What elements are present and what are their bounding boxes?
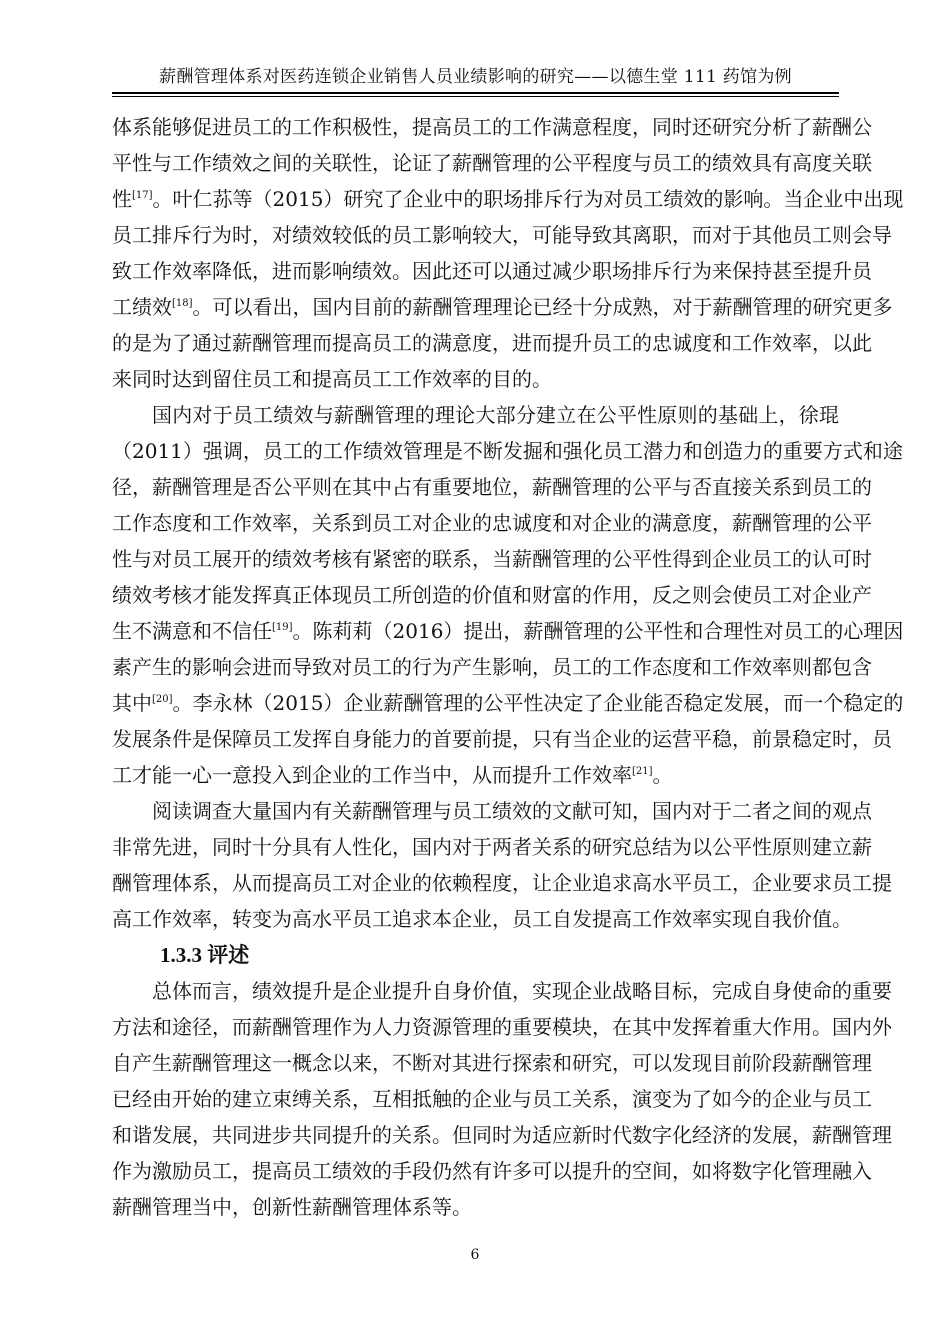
text-line [112,685,904,721]
text-line [112,973,892,1009]
text-run: 薪酬管理当中，创新性薪酬管理体系等。 [112,1195,472,1219]
text-run: 总体而言，绩效提升是企业提升自身价值，实现企业战略目标，完成自身使命的重要 [152,979,892,1003]
text-line [112,181,904,217]
text-line [112,1009,892,1045]
header-rule-thin [112,96,839,97]
text-run: 自产生薪酬管理这一概念以来，不断对其进行探索和研究，可以发现目前阶段薪酬管理 [112,1051,872,1075]
text-run: 方法和途径，而薪酬管理作为人力资源管理的重要模块，在其中发挥着重大作用。国内外 [112,1015,892,1039]
citation-reference: [17] [132,190,153,201]
text-run: 致工作效率降低，进而影响绩效。因此还可以通过减少职场排斥行为来保持甚至提升员 [112,259,872,283]
text-line [112,541,872,577]
text-line [112,289,893,325]
text-run: 性与对员工展开的绩效考核有紧密的联系，当薪酬管理的公平性得到企业员工的认可时 [112,547,872,571]
text-line [112,1153,872,1189]
text-run: 平性与工作绩效之间的关联性，论证了薪酬管理的公平程度与员工的绩效具有高度关联 [112,151,872,175]
document-body [112,109,904,1225]
text-line [112,145,872,181]
text-line [112,109,872,145]
text-run: 。 [652,763,673,787]
text-run: 员工排斥行为时，对绩效较低的员工影响较大，可能导致其离职，而对于其他员工则会导 [112,223,892,247]
text-line [112,721,892,757]
text-run: 阅读调查大量国内有关薪酬管理与员工绩效的文献可知，国内对于二者之间的观点 [152,799,872,823]
text-line [112,901,852,937]
text-line [112,649,872,685]
text-run: 体系能够促进员工的工作积极性，提高员工的工作满意程度，同时还研究分析了薪酬公 [112,115,872,139]
section-heading: 1.3.3 评述 [160,943,250,967]
text-line [112,433,903,469]
text-run: 绩效考核才能发挥真正体现员工所创造的价值和财富的作用，反之则会使员工对企业产 [112,583,872,607]
text-line [112,469,872,505]
text-run: 作为激励员工，提高员工绩效的手段仍然有许多可以提升的空间，如将数字化管理融入 [112,1159,872,1183]
text-line [112,1081,872,1117]
paragraph [112,397,904,793]
citation-reference: [18] [172,298,193,309]
running-header: 薪酬管理体系对医药连锁企业销售人员业绩影响的研究——以德生堂 111 药馆为例 [159,67,792,87]
text-line [112,829,872,865]
text-run: 和谐发展，共同进步共同提升的关系。但同时为适应新时代数字化经济的发展，薪酬管理 [112,1123,892,1147]
text-line [112,505,872,541]
text-run: 。陈莉莉（2016）提出，薪酬管理的公平性和合理性对员工的心理因 [292,619,904,643]
text-run: 生不满意和不信任 [112,619,272,643]
text-run: 非常先进，同时十分具有人性化，国内对于两者关系的研究总结为以公平性原则建立薪 [112,835,872,859]
paragraph [112,109,904,397]
text-line [112,1117,892,1153]
text-run: 已经由开始的建立束缚关系，互相抵触的企业与员工关系，演变为了如今的企业与员工 [112,1087,872,1111]
text-run: 其中 [112,691,152,715]
header-rule-thick [112,92,839,94]
text-run: 来同时达到留住员工和提高员工工作效率的目的。 [112,367,552,391]
text-line [112,613,904,649]
text-run: 发展条件是保障员工发挥自身能力的首要前提，只有当企业的运营平稳，前景稳定时，员 [112,727,892,751]
text-line [112,757,839,793]
text-line [112,217,892,253]
text-run: 酬管理体系，从而提高员工对企业的依赖程度，让企业追求高水平员工，企业要求员工提 [112,871,892,895]
text-run: 素产生的影响会进而导致对员工的行为产生影响，员工的工作态度和工作效率则都包含 [112,655,872,679]
text-line [112,253,872,289]
text-run: 国内对于员工绩效与薪酬管理的理论大部分建立在公平性原则的基础上，徐琨 [152,403,839,427]
text-run: 性 [112,187,132,211]
text-run: 。李永林（2015）企业薪酬管理的公平性决定了企业能否稳定发展，而一个稳定的 [172,691,904,715]
text-run: 高工作效率，转变为高水平员工追求本企业，员工自发提高工作效率实现自我价值。 [112,907,852,931]
text-run: 。叶仁荪等（2015）研究了企业中的职场排斥行为对员工绩效的影响。当企业中出现 [152,187,904,211]
text-run: 。可以看出，国内目前的薪酬管理理论已经十分成熟，对于薪酬管理的研究更多 [192,295,893,319]
citation-reference: [19] [272,622,293,633]
text-line [112,397,839,433]
text-line [112,361,839,397]
text-line [112,1045,872,1081]
paragraph [112,973,892,1225]
text-run: 径，薪酬管理是否公平则在其中占有重要地位，薪酬管理的公平与否直接关系到员工的 [112,475,872,499]
text-run: 的是为了通过薪酬管理而提高员工的满意度，进而提升员工的忠诚度和工作效率，以此 [112,331,872,355]
text-line [112,577,872,613]
text-line [112,865,892,901]
text-line [112,325,872,361]
text-run: 工作态度和工作效率，关系到员工对企业的忠诚度和对企业的满意度，薪酬管理的公平 [112,511,872,535]
text-run: 工才能一心一意投入到企业的工作当中，从而提升工作效率 [112,763,632,787]
paragraph [112,793,892,937]
page-number: 6 [470,1247,480,1263]
citation-reference: [20] [152,694,173,705]
text-run: （2011）强调，员工的工作绩效管理是不断发掘和强化员工潜力和创造力的重要方式和途 [112,439,903,463]
text-run: 工绩效 [112,295,172,319]
citation-reference: [21] [632,766,653,777]
text-line [112,793,872,829]
text-line [112,1189,839,1225]
